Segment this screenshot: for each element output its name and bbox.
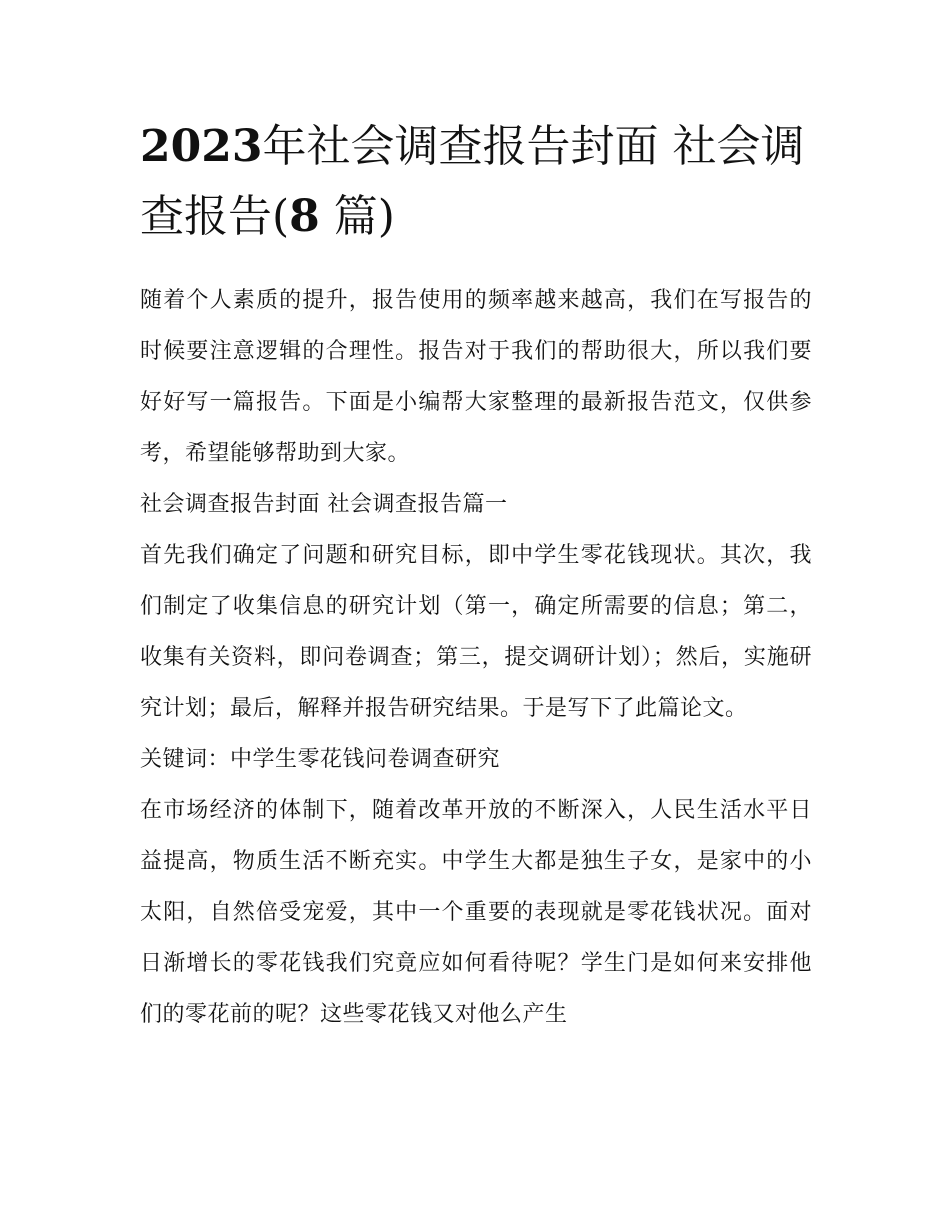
document-body [140, 275, 812, 1040]
title-year: 2023 [140, 121, 263, 172]
body-paragraph: 在市场经济的体制下，随着改革开放的不断深入，人民生活水平日益提高，物质生活不断充实。中学生大都是独生子女，是家中的小太阳，自然倍受宠爱，其中一个重要的表现就是零花钱状况。面对日渐增长的零花钱我们究竟应如何看待呢？学生门是如何来安排他们的零花前的呢？这些零花钱又对他么产生 [140, 798, 812, 1027]
abstract-paragraph: 首先我们确定了问题和研究目标，即中学生零花钱现状。其次，我们制定了收集信息的研究计划（第一，确定所需要的信息；第二，收集有关资料，即问卷调查；第三，提交调研计划）；然后，实施研究计划；最后，解释并报告研究结果。于是写下了此篇论文。 [140, 543, 812, 721]
document-title [140, 112, 820, 252]
keywords-line: 关键词：中学生零花钱问卷调查研究 [140, 747, 501, 772]
title-count: 8 [289, 191, 320, 242]
title-suffix: 篇) [319, 191, 395, 242]
section-heading: 社会调查报告封面 社会调查报告篇一 [140, 492, 508, 517]
title-text: 年社会调查报告封面 社会调查报告( [140, 121, 805, 242]
intro-paragraph: 随着个人素质的提升，报告使用的频率越来越高，我们在写报告的时候要注意逻辑的合理性。报告对于我们的帮助很大，所以我们要好好写一篇报告。下面是小编帮大家整理的最新报告范文，仅供参考，希望能够帮助到大家。 [140, 288, 812, 466]
